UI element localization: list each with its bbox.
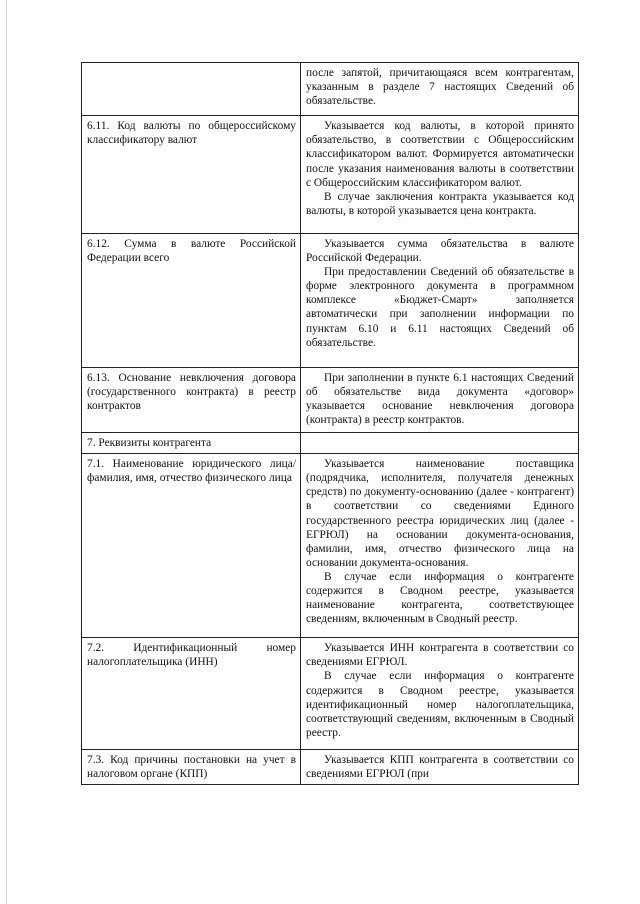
field-description-cell xyxy=(301,749,579,784)
description-paragraph: В случае если информация о контрагенте содержится в Сводном реестре, указывается идентификационный номер налогоплательщика, соответствующий сведениям, включенным в Сводный реестр. xyxy=(306,670,574,739)
field-name-cell xyxy=(82,63,301,116)
description-paragraph: При предоставлении Сведений об обязательстве в форме электронного документа в программном комплексе «Бюджет-Смарт» заполняется автоматически при заполнении информации по пунктам 6.10 и 6.11 настоящих Сведений об обязательстве. xyxy=(306,266,574,349)
field-description-cell xyxy=(301,367,579,432)
field-name-cell xyxy=(82,454,301,638)
field-name-cell xyxy=(82,367,301,432)
field-description-cell xyxy=(301,116,579,234)
field-name-text: 6.12. Сумма в валюте Российской Федерации всего xyxy=(87,237,296,265)
field-name-text: 6.11. Код валюты по общероссийскому классификатору валют xyxy=(87,120,296,147)
field-name-text: 7.3. Код причины постановки на учет в налоговом органе (КПП) xyxy=(87,753,296,781)
table-row-7-2 xyxy=(82,638,579,750)
description-paragraph: Указывается наименование поставщика (подрядчика, исполнителя, получателя денежных средств) по документу-основанию (далее - контрагент) в соответствии со сведениями Единого государственного реестра юридических лиц (далее - ЕГРЮЛ) на основании документа-основания, фамилии, имя, отчество физического лица на основании документа-основания. xyxy=(306,458,574,569)
table-row-6-11 xyxy=(82,116,579,234)
field-name-text: 6.13. Основание невключения договора (государственного контракта) в реестр контрактов xyxy=(87,371,296,412)
document-table xyxy=(81,62,579,785)
table-row-7-3 xyxy=(82,749,579,784)
field-name-cell xyxy=(82,116,301,234)
field-name-cell xyxy=(82,233,301,367)
description-paragraph: Указывается код валюты, в которой принято обязательство, в соответствии с Общероссийским классификатором валют. Формируется автоматически после указания наименования валюты в соответствии с Общероссийским классификатором валют. xyxy=(306,120,574,189)
field-name-cell xyxy=(82,638,301,750)
field-description-cell xyxy=(301,233,579,367)
description-paragraph: При заполнении в пункте 6.1 настоящих Сведений об обязательстве вида документа «договор» указывается основание невключения договора (контракта) в реестр контрактов. xyxy=(306,371,574,426)
field-name-text: 7. Реквизиты контрагента xyxy=(87,437,212,450)
description-paragraph: Указывается сумма обязательства в валюте Российской Федерации. xyxy=(306,237,574,265)
table-row-6-13 xyxy=(82,367,579,432)
field-description-cell xyxy=(301,638,579,750)
table-row-7-1 xyxy=(82,454,579,638)
description-paragraph: Указывается ИНН контрагента в соответствии со сведениями ЕГРЮЛ. xyxy=(306,642,574,669)
field-name-text: 7.2. Идентификационный номер налогоплательщика (ИНН) xyxy=(87,642,296,669)
field-name-cell xyxy=(82,749,301,784)
table-row-6-12 xyxy=(82,233,579,367)
description-paragraph: после запятой, причитающаяся всем контрагентам, указанным в разделе 7 настоящих Сведений об обязательстве. xyxy=(306,67,574,108)
table-row-7 xyxy=(82,433,579,454)
table-row-cont xyxy=(82,63,579,116)
description-paragraph: Указывается КПП контрагента в соответствии со сведениями ЕГРЮЛ (при xyxy=(306,753,574,781)
description-paragraph: В случае заключения контракта указывается код валюты, в которой указывается цена контракта. xyxy=(306,190,574,217)
scan-edge-line xyxy=(6,0,7,904)
description-paragraph: В случае если информация о контрагенте содержится в Сводном реестре, указывается наименование контрагента, соответствующее сведениям, включенным в Сводный реестр. xyxy=(306,570,574,626)
field-description-cell xyxy=(301,63,579,116)
field-description-cell xyxy=(301,454,579,638)
field-name-text: 7.1. Наименование юридического лица/фамилия, имя, отчество физического лица xyxy=(87,458,296,485)
field-description-cell xyxy=(301,433,579,454)
field-name-cell xyxy=(82,433,301,454)
